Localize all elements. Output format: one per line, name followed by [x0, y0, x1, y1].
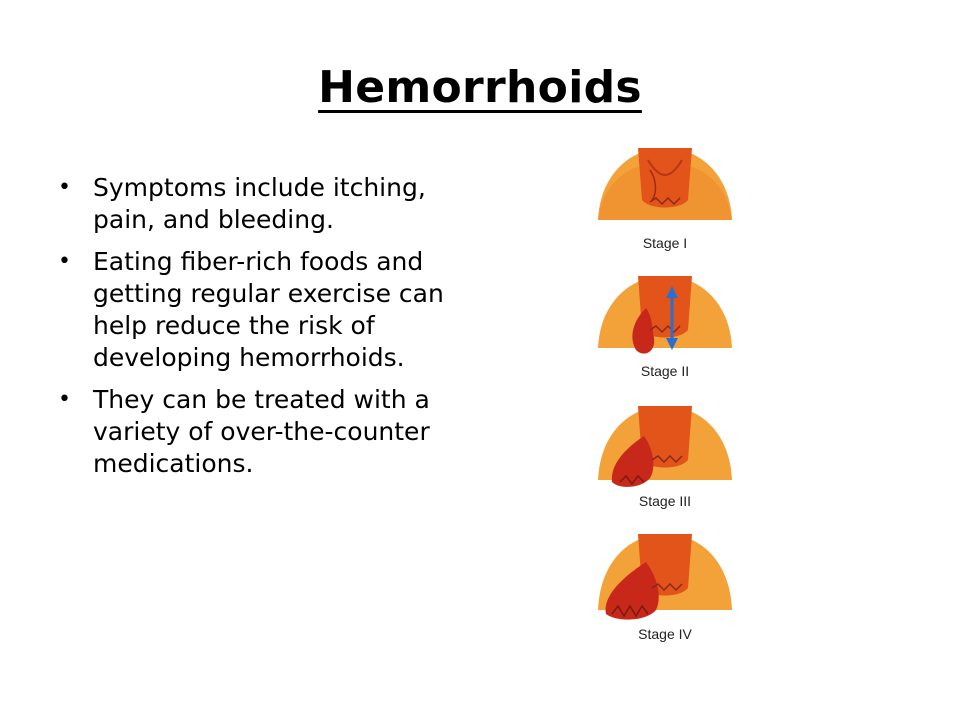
bullet-text: Eating fiber-rich foods and getting regular exercise can help reduce the risk of developing hemorrhoids. [93, 247, 444, 372]
stage-2-drawing [590, 268, 740, 363]
bullet-dot-icon: • [58, 249, 71, 274]
bullet-text: Symptoms include itching, pain, and bleeding. [93, 173, 426, 234]
bullet-item [56, 246, 456, 374]
stage-1-illustration [590, 140, 740, 265]
bullet-text: They can be treated with a variety of over-the-counter medications. [93, 385, 430, 478]
stage-2-label: Stage II [640, 363, 690, 379]
bullet-dot-icon: • [58, 387, 71, 412]
stage-4-drawing [590, 526, 740, 626]
stage-4-label: Stage IV [638, 626, 692, 642]
bullet-dot-icon: • [58, 175, 71, 200]
stage-3-label: Stage III [638, 493, 692, 509]
stage-4-illustration [590, 526, 740, 651]
stage-1-label: Stage I [642, 235, 688, 251]
bullet-item [56, 384, 456, 480]
stage-1-drawing [590, 140, 740, 235]
stage-2-illustration [590, 268, 740, 393]
hemorrhoid-stages-figure [590, 140, 740, 650]
bullet-item [56, 172, 456, 236]
slide-title: Hemorrhoids [318, 62, 642, 113]
stage-3-illustration [590, 398, 740, 523]
bullet-list [56, 172, 456, 488]
stage-3-drawing [590, 398, 740, 493]
